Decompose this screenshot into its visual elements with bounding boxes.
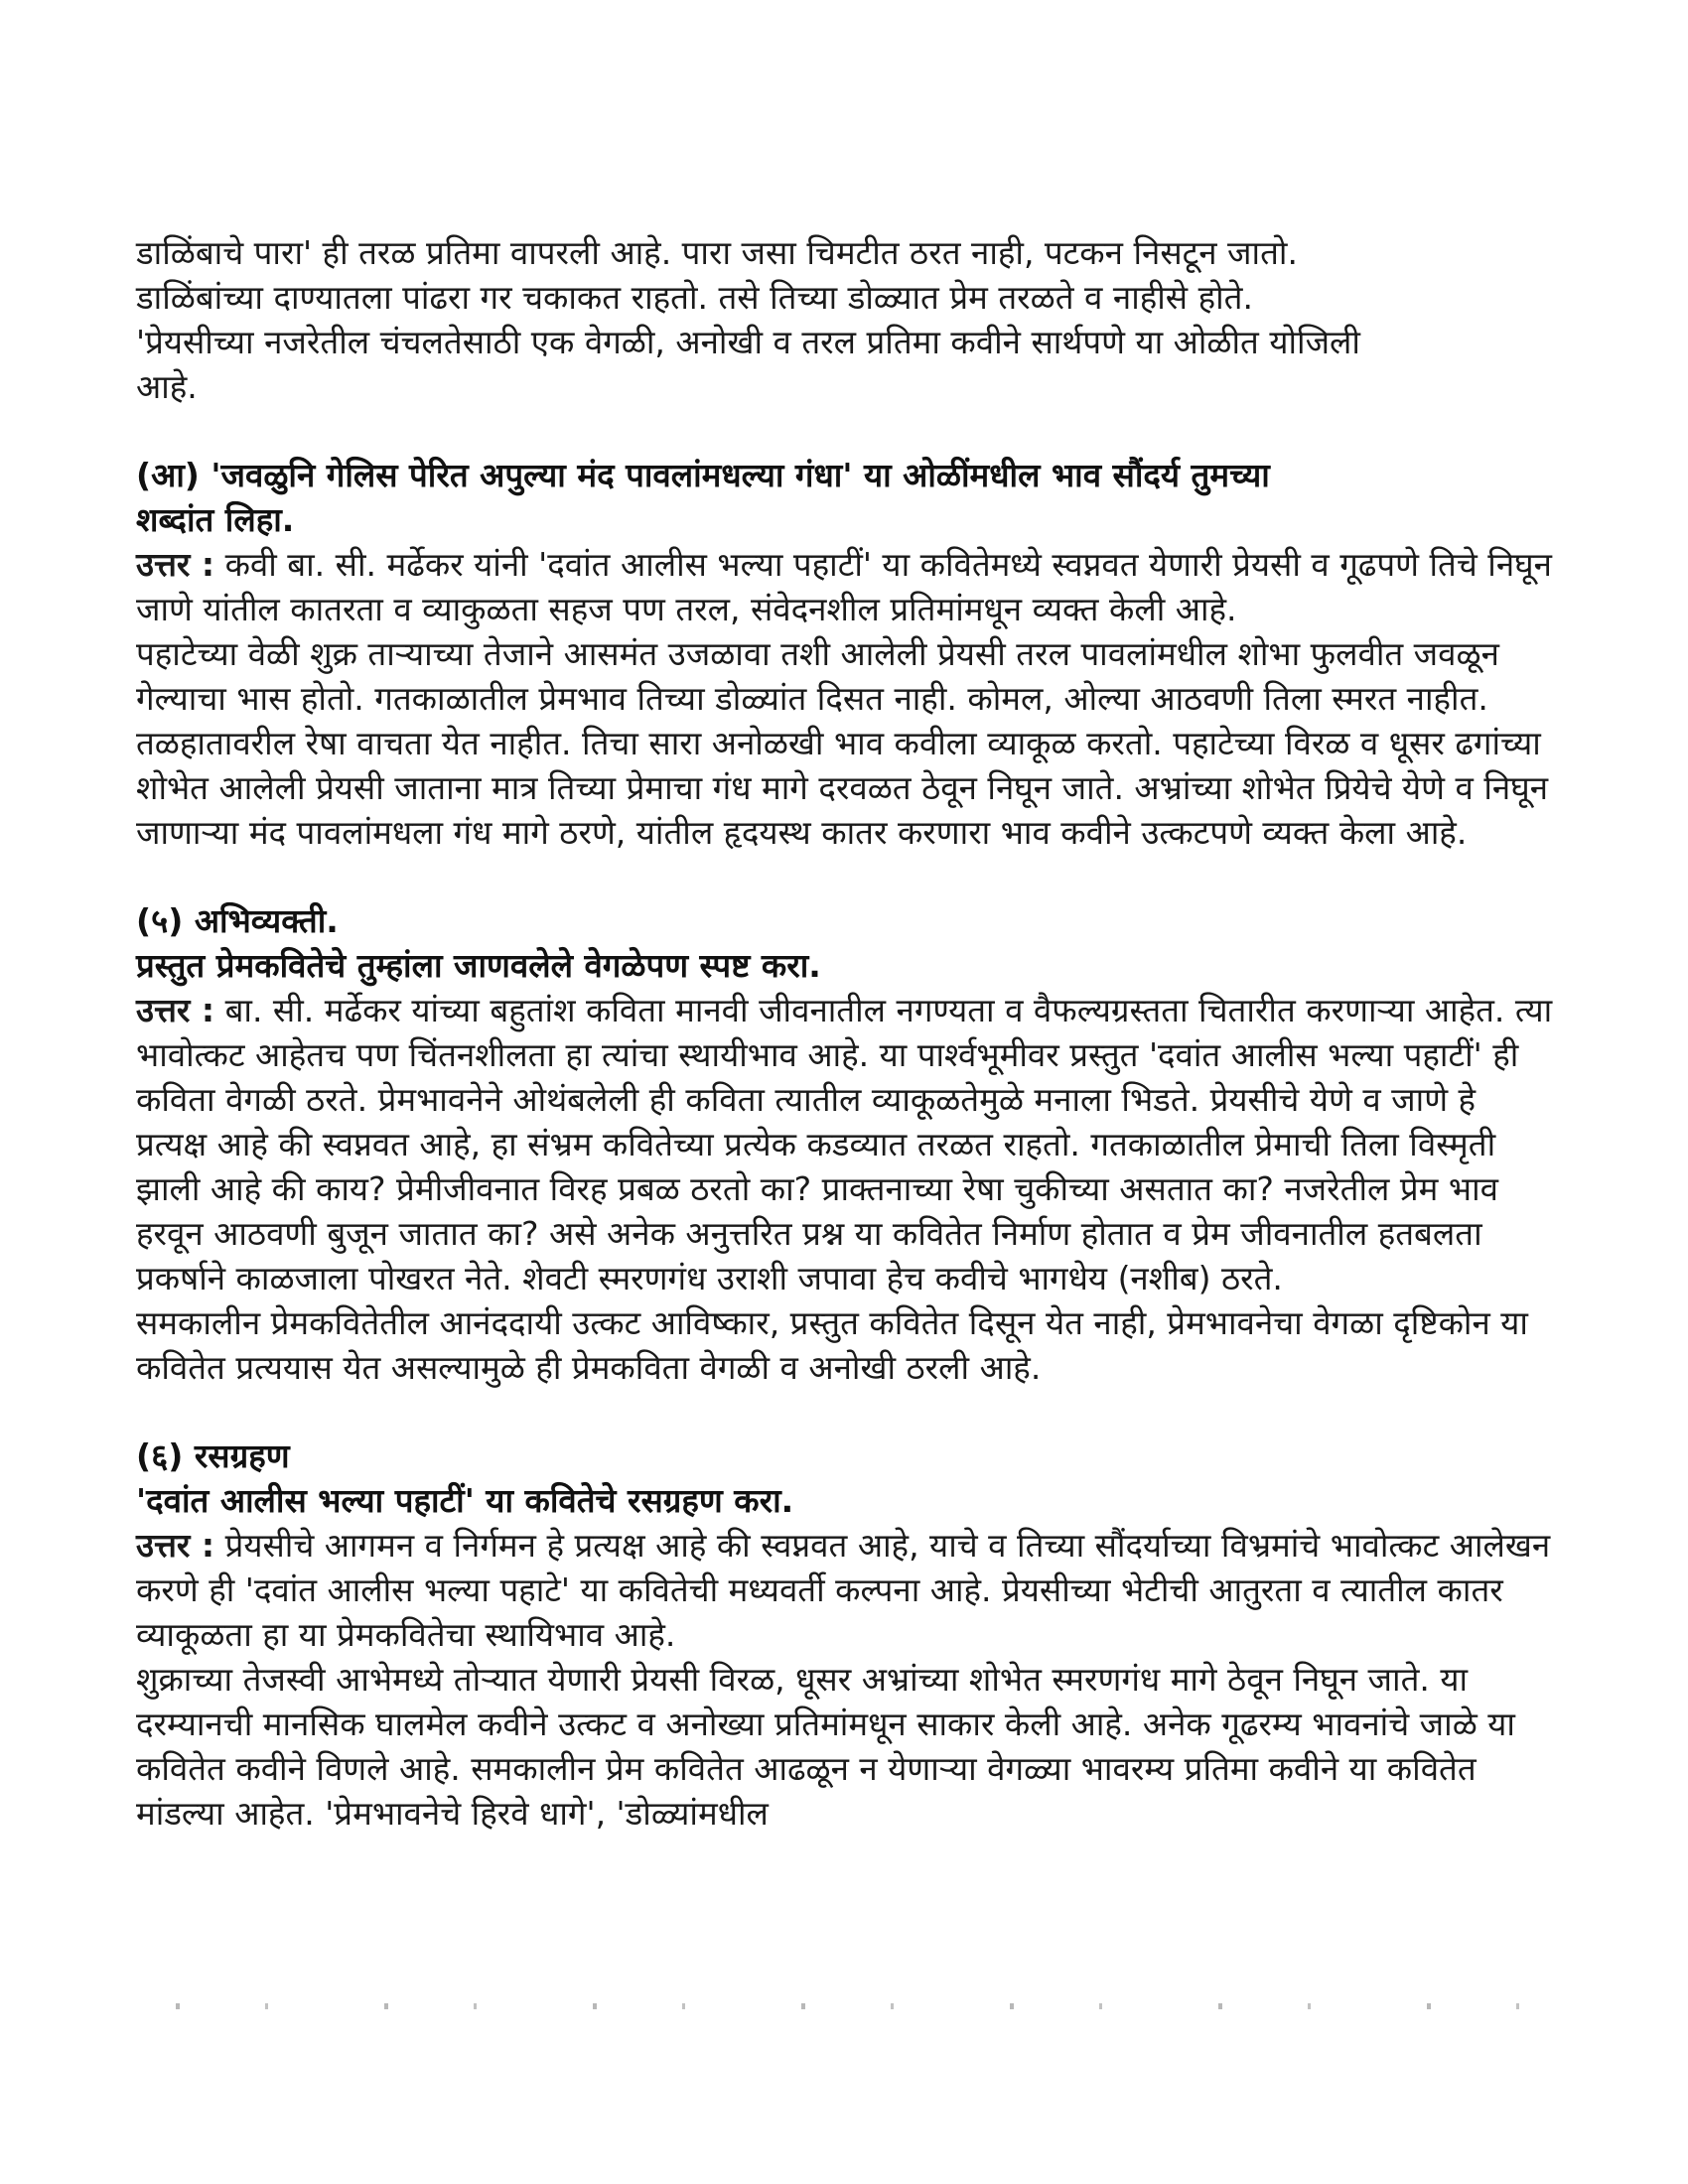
section-6 <box>136 1433 1556 1836</box>
cut-off-marks <box>136 2003 1556 2009</box>
section-title: (६) रसग्रहण <box>136 1436 290 1475</box>
intro-line: आहे. <box>136 367 198 406</box>
answer-text: बा. सी. मर्ढेकर यांच्या बहुतांश कविता मानवी जीवनातील नगण्यता व वैफल्यग्रस्तता चितारीत करणाऱ्या आहेत. त्या भावोत्कट आहेतच पण चिंतनशीलता हा त्यांचा स्थायीभाव आहे. या पार्श्वभूमीवर प्रस्तुत 'दवांत आलीस भल्या पहाटीं' ही कविता वेगळी ठरते. प्रेमभावनेने ओथंबलेली ही कविता त्यातील व्याकूळतेमुळे मनाला भिडते. प्रेयसीचे येणे व जाणे हे प्रत्यक्ष आहे की स्वप्नवत आहे, हा संभ्रम कवितेच्या प्रत्येक कडव्यात तरळत राहतो. गतकाळातील प्रेमाची तिला विस्मृती झाली आहे की काय? प्रेमीजीवनात विरह प्रबळ ठरतो का? प्राक्तनाच्या रेषा चुकीच्या असतात का? नजरेतील प्रेम भाव हरवून आठवणी बुजून जातात का? असे अनेक अनुत्तरित प्रश्न या कवितेत निर्माण होतात व प्रेम जीवनातील हतबलता प्रकर्षाने काळजाला पोखरत नेते. शेवटी स्मरणगंध उराशी जपावा हेच कवीचे भागधेय (नशीब) ठरते. <box>136 991 1553 1297</box>
spacer <box>136 1390 1556 1433</box>
section-title: (५) अभिव्यक्ती. <box>136 901 339 940</box>
intro-line: डाळिंबाचे पारा' ही तरळ प्रतिमा वापरली आहे. पारा जसा चिमटीत ठरत नाही, पटकन निसटून जातो. <box>136 233 1298 272</box>
intro-paragraph <box>136 230 1556 409</box>
question-heading: 'दवांत आलीस भल्या पहाटीं' या कवितेचे रसग्रहण करा. <box>136 1481 794 1520</box>
question-heading: (आ) 'जवळुनि गेलिस पेरित अपुल्या मंद पावलांमधल्या गंधा' या ओळींमधील भाव सौंदर्य तुमच्या <box>136 456 1270 494</box>
document-page <box>136 230 1556 1836</box>
cut-off-text-line <box>136 1995 1556 2015</box>
spacer <box>136 409 1556 453</box>
question-heading: प्रस्तुत प्रेमकवितेचे तुम्हांला जाणवलेले वेगळेपण स्पष्ट करा. <box>136 946 821 985</box>
answer-text: कवी बा. सी. मर्ढेकर यांनी 'दवांत आलीस भल्या पहाटीं' या कवितेमध्ये स्वप्नवत येणारी प्रेयसी व गूढपणे तिचे निघून जाणे यांतील कातरता व व्याकुळता सहज पण तरल, संवेदनशील प्रतिमांमधून व्यक्त केली आहे. <box>136 545 1552 628</box>
section-aa <box>136 453 1556 855</box>
answer-paragraph: समकालीन प्रेमकवितेतील आनंददायी उत्कट आविष्कार, प्रस्तुत कवितेत दिसून येत नाही, प्रेमभावनेचा वेगळा दृष्टिकोन या कवितेत प्रत्ययास येत असल्यामुळे ही प्रेमकविता वेगळी व अनोखी ठरली आहे. <box>136 1303 1528 1387</box>
section-5 <box>136 898 1556 1390</box>
answer-text: प्रेयसीचे आगमन व निर्गमन हे प्रत्यक्ष आहे की स्वप्नवत आहे, याचे व तिच्या सौंदर्याच्या विभ्रमांचे भावोत्कट आलेखन करणे ही 'दवांत आलीस भल्या पहाटे' या कवितेची मध्यवर्ती कल्पना आहे. प्रेयसीच्या भेटीची आतुरता व त्यातील कातर व्याकूळता हा या प्रेमकवितेचा स्थायिभाव आहे. <box>136 1526 1551 1654</box>
answer-paragraph <box>136 988 1556 1300</box>
answer-label: उत्तर : <box>136 1526 215 1565</box>
intro-line: 'प्रेयसीच्या नजरेतील चंचलतेसाठी एक वेगळी, अनोखी व तरल प्रतिमा कवीने सार्थपणे या ओळीत योजिली <box>136 323 1360 361</box>
answer-label: उत्तर : <box>136 545 215 584</box>
intro-line: डाळिंबांच्या दाण्यातला पांढरा गर चकाकत राहतो. तसे तिच्या डोळ्यात प्रेम तरळते व नाहीसे होते. <box>136 278 1253 317</box>
answer-paragraph: पहाटेच्या वेळी शुक्र ताऱ्याच्या तेजाने आसमंत उजळावा तशी आलेली प्रेयसी तरल पावलांमधील शोभा फुलवीत जवळून गेल्याचा भास होतो. गतकाळातील प्रेमभाव तिच्या डोळ्यांत दिसत नाही. कोमल, ओल्या आठवणी तिला स्मरत नाहीत. तळहातावरील रेषा वाचता येत नाहीत. तिचा सारा अनोळखी भाव कवीला व्याकूळ करतो. पहाटेच्या विरळ व धूसर ढगांच्या शोभेत आलेली प्रेयसी जाताना मात्र तिच्या प्रेमाचा गंध मागे दरवळत ठेवून निघून जाते. अभ्रांच्या शोभेत प्रियेचे येणे व निघून जाणाऱ्या मंद पावलांमधला गंध मागे ठरणे, यांतील हृदयस्थ कातर करणारा भाव कवीने उत्कटपणे व्यक्त केला आहे. <box>136 634 1549 852</box>
question-heading: शब्दांत लिहा. <box>136 500 295 539</box>
answer-paragraph: शुक्राच्या तेजस्वी आभेमध्ये तोऱ्यात येणारी प्रेयसी विरळ, धूसर अभ्रांच्या शोभेत स्मरणगंध मागे ठेवून निघून जाते. या दरम्यानची मानसिक घालमेल कवीने उत्कट व अनोख्या प्रतिमांमधून साकार केली आहे. अनेक गूढरम्य भावनांचे जाळे या कवितेत कवीने विणले आहे. समकालीन प्रेम कवितेत आढळून न येणाऱ्या वेगळ्या भावरम्य प्रतिमा कवीने या कवितेत मांडल्या आहेत. 'प्रेमभावनेचे हिरवे धागे', 'डोळ्यांमधील <box>136 1660 1515 1833</box>
answer-paragraph <box>136 1523 1556 1657</box>
answer-paragraph <box>136 542 1556 631</box>
answer-label: उत्तर : <box>136 991 215 1029</box>
spacer <box>136 855 1556 898</box>
